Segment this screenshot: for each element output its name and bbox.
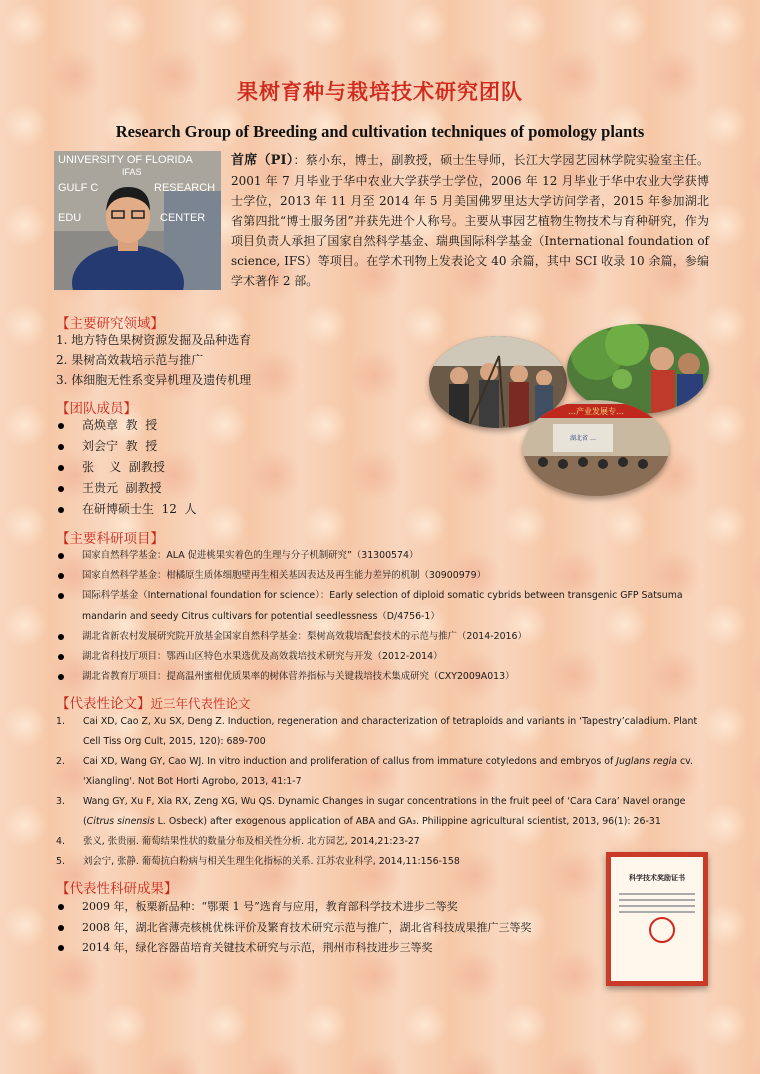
paper-row (56, 832, 710, 852)
pi-photo-illustration (54, 151, 221, 290)
pi-label: 首席（PI） (231, 153, 294, 168)
meeting-photo (523, 400, 669, 496)
paper-text-italic: Citrus sinensis (86, 816, 155, 827)
project-text: 湖北省教育厅项目：提高温州蜜柑优质果率的树体营养指标与关键栽培技术集成研究（CXY2009A013） (82, 671, 515, 683)
paper-number: 2. (56, 756, 65, 767)
research-area-item: 2. 果树高效栽培示范与推广 (56, 353, 204, 367)
project-row (56, 586, 716, 626)
bullet-icon (58, 507, 64, 513)
project-text: 湖北省科技厅项目：鄂西山区特色水果选优及高效栽培技术研究与开发（2012-2014） (82, 651, 443, 663)
paper-text-part: L. Osbeck) after exogenous application of ABA and GA₃. Philippine agricultural scientist, 2013, 96(1): 26-31 (154, 816, 661, 827)
members-list (56, 415, 197, 520)
bullet-icon (58, 553, 64, 559)
achievements-list (56, 897, 616, 959)
sign-line-2: IFAS (122, 167, 142, 177)
member-row (56, 436, 197, 457)
project-text: 湖北省新农村发展研究院开放基金国家自然科学基金：梨树高效栽培配套技术的示范与推广（2014-2016） (82, 630, 527, 642)
pi-text: ：蔡小东，博士，副教授，硕士生导师，长江大学园艺园林学院实验室主任。2001 年 7 月毕业于华中农业大学获学士学位，2006 年 12 月毕业于华中农业大学获博士学位，2013 年 11 月至 2014 年 5 月美国佛罗里达大学访问学者，2015 年参加湖北省第四批“博士服务团”并获先进个人称号。主要从事园艺植物生物技术与育种研究，作为项目负责人承担了国家自然科学基金、瑞典国际科学基金（International foundation of science, IFS）等项目。在学术刊物上发表论文 40 余篇，其中 SCI 收录 10 余篇，参编学术著作 2 部。 (231, 153, 709, 288)
paper-text: 刘会宁, 张静. 葡萄抗白粉病与相关生理生化指标的关系. 江苏农业科学, 2014,11:156-158 (83, 856, 460, 867)
paper-text-part: Wang GY, Xu F, Xia RX, Zeng XG, Wu QS. Dynamic Changes in sugar concentrations in the fruit peel of ‘Cara Cara’ Navel orange ( (83, 796, 686, 827)
title-english: Research Group of Breeding and cultivation techniques of pomology plants (115, 122, 645, 141)
paper-text (83, 752, 710, 792)
paper-row (56, 712, 710, 752)
member-row (56, 415, 197, 436)
bullet-icon (58, 573, 64, 579)
award-certificate (606, 852, 708, 986)
member-name: 在研博硕士生 12 人 (82, 502, 197, 516)
sign-line-5: EDU (58, 212, 82, 224)
member-name: 刘会宁 教 授 (82, 439, 158, 453)
bullet-icon (58, 945, 64, 951)
paper-text-part: Cai XD, Wang GY, Cao WJ. In vitro induction and proliferation of callus from immature cotyledons and embryos of (83, 756, 617, 767)
bullet-icon (58, 593, 64, 599)
members-heading: 【团队成员】 (56, 401, 137, 417)
project-text: 国家自然科学基金：柑橘原生质体细胞壁再生相关基因表达及再生能力差异的机制（30900979） (82, 570, 486, 582)
project-row (56, 566, 716, 586)
papers-heading: 【代表性论文】 (56, 696, 151, 712)
achievement-text: 2008 年，湖北省薄壳核桃优株评价及繁育技术研究示范与推广，湖北省科技成果推广三等奖 (82, 920, 532, 934)
paper-number: 3. (56, 796, 65, 807)
bullet-icon (58, 465, 64, 471)
achievement-row (56, 938, 616, 959)
project-row (56, 647, 716, 667)
certificate-line (619, 899, 695, 901)
certificate-line (619, 911, 695, 913)
research-area-item: 1. 地方特色果树资源发掘及品种选育 (56, 333, 252, 347)
project-text: 国家自然科学基金：ALA 促进桃果实着色的生理与分子机制研究”（31300574） (82, 550, 419, 561)
project-row (56, 546, 716, 566)
bullet-icon (58, 486, 64, 492)
paper-text-italic: Juglans regia (616, 756, 678, 767)
papers-subheading: 近三年代表性论文 (150, 696, 251, 711)
paper-number: 5. (56, 856, 65, 867)
member-row (56, 499, 197, 520)
member-name: 王贵元 副教授 (82, 481, 162, 495)
member-name: 高焕章 教 授 (82, 418, 158, 432)
sign-line-4: RESEARCH (154, 182, 216, 194)
research-areas-heading: 【主要研究领域】 (56, 316, 164, 332)
achievement-text: 2014 年，绿化容器苗培育关键技术研究与示范，荆州市科技进步三等奖 (82, 941, 433, 954)
member-row (56, 457, 197, 478)
bullet-icon (58, 423, 64, 429)
sign-line-6: CENTER (160, 212, 206, 224)
title-chinese: 果树育种与栽培技术研究团队 (237, 79, 523, 104)
paper-text (83, 792, 710, 832)
bullet-icon (58, 444, 64, 450)
bullet-icon (58, 925, 64, 931)
project-text: 国际科学基金（International foundation for science）：Early selection of diploid somatic cybrids between transgenic GFP Satsuma mandarin and seedy Citrus cultivars for potential seedlessness（D/4756-1） (82, 590, 683, 622)
paper-row (56, 792, 710, 832)
achievement-text: 2009 年，板栗新品种：“鄂栗 1 号”选育与应用，教育部科学技术进步二等奖 (82, 900, 458, 913)
project-row (56, 627, 716, 647)
pi-bio (231, 150, 709, 291)
certificate-line (619, 905, 695, 907)
bullet-icon (58, 634, 64, 640)
paper-row (56, 752, 710, 792)
achievement-row (56, 897, 616, 918)
bullet-icon (58, 674, 64, 680)
paper-text: 张义, 张贵丽. 葡萄结果性状的数量分布及相关性分析. 北方园艺, 2014,21:23-27 (83, 836, 420, 847)
paper-number: 4. (56, 836, 65, 847)
screen-text: 湖北省 … (570, 435, 596, 442)
achievement-row (56, 918, 616, 939)
member-name: 张 义 副教授 (82, 460, 165, 474)
bullet-icon (58, 904, 64, 910)
project-row (56, 667, 716, 687)
research-area-item: 3. 体细胞无性系变异机理及遗传机理 (56, 373, 252, 387)
bullet-icon (58, 654, 64, 660)
papers-heading-row (56, 692, 251, 712)
research-areas-list (56, 330, 251, 390)
meeting-photo-image (523, 400, 669, 496)
projects-heading: 【主要科研项目】 (56, 531, 164, 547)
paper-text: Cai XD, Cao Z, Xu SX, Deng Z. Induction, regeneration and characterization of tetraploids and variants in ‘Tapestry’caladium. Plant Cell Tiss Org Cult, 2015, 120): 689-700 (83, 716, 698, 747)
papers-list (56, 712, 710, 872)
achievements-heading: 【代表性科研成果】 (56, 881, 178, 897)
paper-text-part: cv. 'Xiangling'. Not Bot Horti Agrobo, 2013, 41:1-7 (83, 756, 693, 787)
certificate-seal-icon (649, 917, 675, 943)
certificate-title: 科学技术奖励证书 (629, 873, 685, 882)
banner-text: …产业发展专… (568, 407, 624, 416)
member-row (56, 478, 197, 499)
projects-list (56, 546, 716, 687)
sign-line-1: UNIVERSITY OF FLORIDA (58, 154, 193, 166)
paper-number: 1. (56, 716, 65, 727)
certificate-line (619, 893, 695, 895)
sign-line-3: GULF C (58, 182, 99, 194)
pi-photo (54, 151, 221, 290)
